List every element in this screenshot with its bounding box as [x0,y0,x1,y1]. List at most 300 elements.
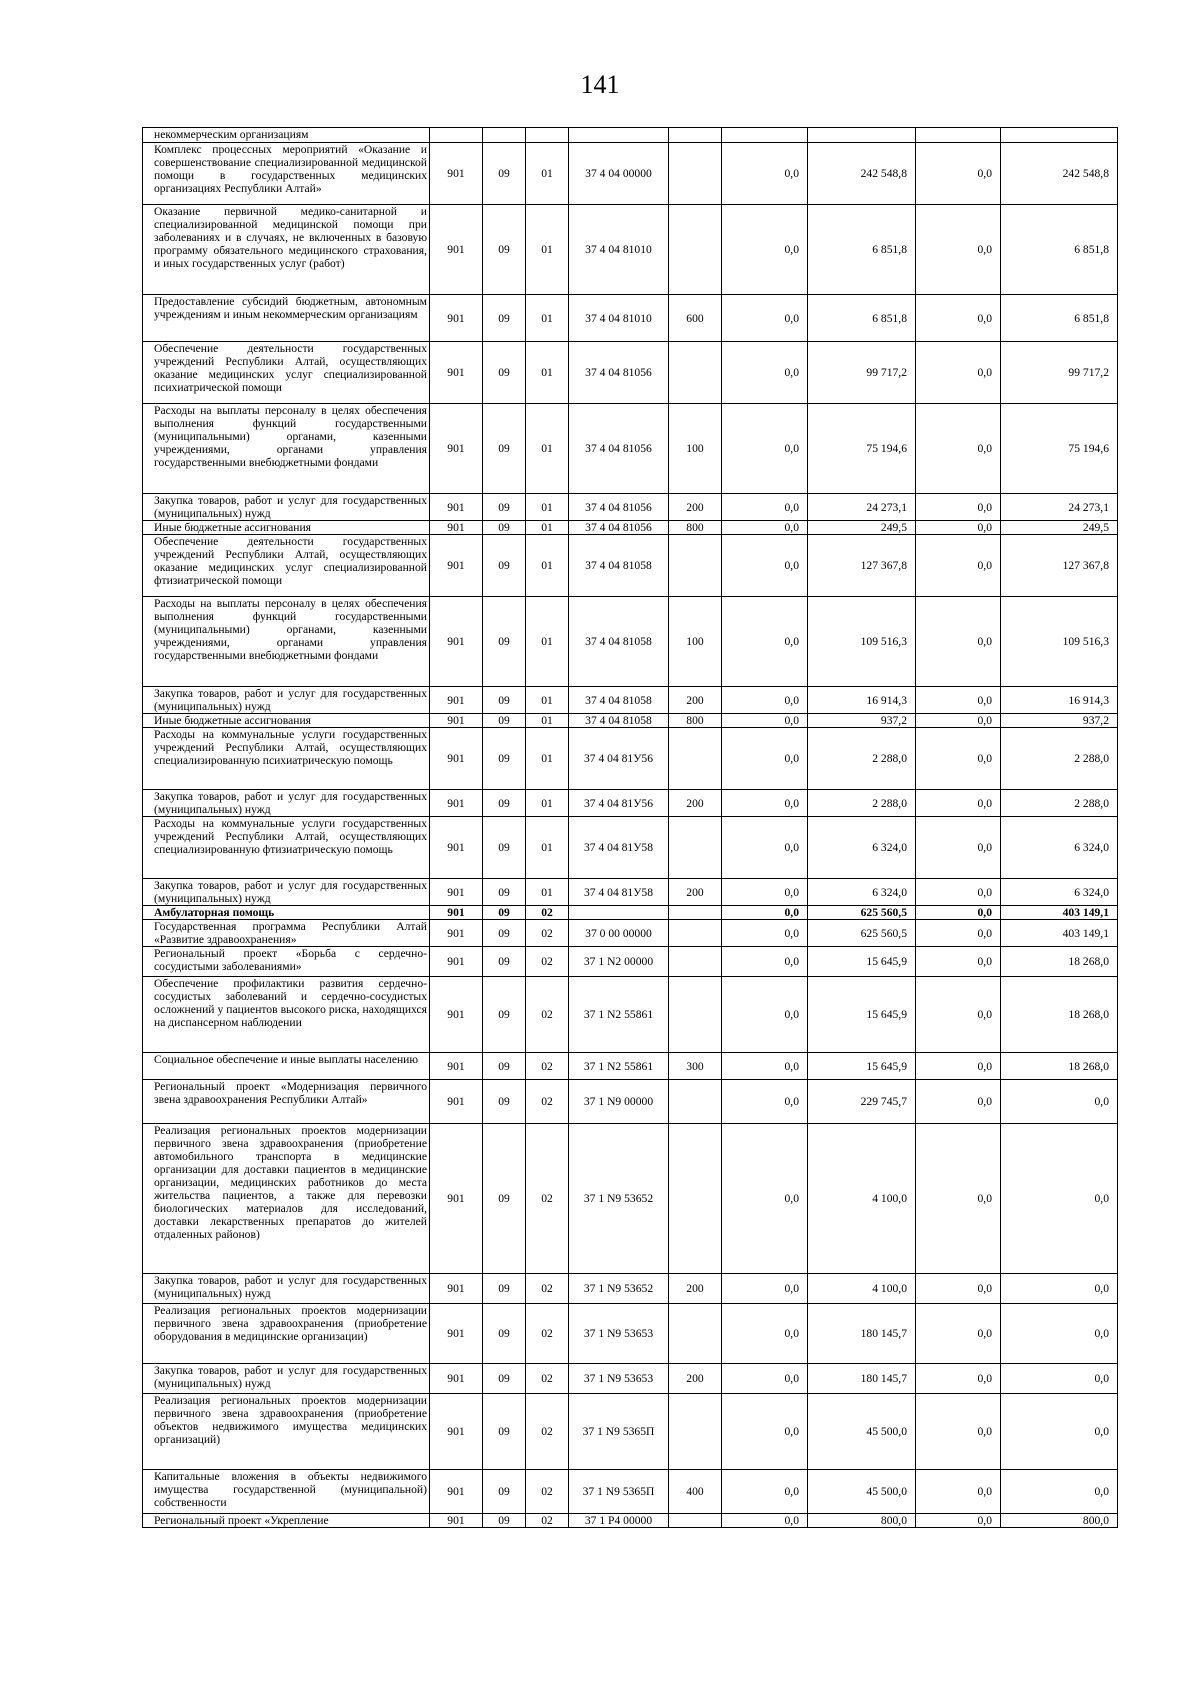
cell-ministry: 901 [430,295,483,342]
cell-name: Расходы на коммунальные услуги государственных учреждений Республики Алтай, осуществляющих специализированную фтизиатрическую помощь [143,817,430,879]
cell-name: некоммерческим организациям [143,128,430,143]
cell-name: Закупка товаров, работ и услуг для государственных (муниципальных) нужд [143,790,430,817]
cell-sum2: 4 100,0 [808,1124,916,1274]
cell-sum3: 0,0 [916,535,1001,597]
cell-sum3: 0,0 [916,1053,1001,1080]
cell-sum2: 249,5 [808,521,916,535]
cell-sum1 [722,128,808,143]
table-row [143,404,1118,494]
table-row [143,205,1118,295]
table-row [143,1124,1118,1274]
table-row [143,1364,1118,1394]
cell-target [569,906,669,920]
cell-sum1: 0,0 [722,714,808,728]
cell-target: 37 1 N2 55861 [569,1053,669,1080]
cell-target: 37 1 N9 5365П [569,1394,669,1470]
cell-name: Закупка товаров, работ и услуг для государственных (муниципальных) нужд [143,494,430,521]
cell-ministry: 901 [430,1080,483,1124]
cell-sum4: 242 548,8 [1001,143,1118,205]
cell-expense-type [669,535,722,597]
cell-section: 09 [483,535,526,597]
cell-sum1: 0,0 [722,1394,808,1470]
cell-sum3 [916,128,1001,143]
cell-name: Закупка товаров, работ и услуг для государственных (муниципальных) нужд [143,1364,430,1394]
cell-sum1: 0,0 [722,1124,808,1274]
cell-ministry: 901 [430,920,483,947]
cell-expense-type [669,1124,722,1274]
cell-sum1: 0,0 [722,879,808,906]
cell-sum3: 0,0 [916,342,1001,404]
cell-subsection: 01 [526,790,569,817]
cell-section: 09 [483,1364,526,1394]
cell-ministry: 901 [430,1470,483,1514]
cell-sum4: 109 516,3 [1001,597,1118,687]
cell-section: 09 [483,947,526,977]
cell-name: Капитальные вложения в объекты недвижимого имущества государственной (муниципальной) собственности [143,1470,430,1514]
cell-name: Расходы на выплаты персоналу в целях обеспечения выполнения функций государственными (муниципальными) органами, казенными учреждениями, органами управления государственными внебюджетными фондами [143,597,430,687]
cell-expense-type [669,977,722,1053]
cell-section: 09 [483,1394,526,1470]
cell-ministry: 901 [430,1364,483,1394]
cell-sum4: 16 914,3 [1001,687,1118,714]
cell-sum1: 0,0 [722,1274,808,1304]
cell-subsection: 01 [526,687,569,714]
table-row [143,597,1118,687]
cell-sum3: 0,0 [916,295,1001,342]
cell-sum4: 2 288,0 [1001,728,1118,790]
cell-ministry: 901 [430,535,483,597]
cell-section: 09 [483,920,526,947]
table-row [143,521,1118,535]
cell-target: 37 1 N2 00000 [569,947,669,977]
cell-target: 37 4 04 00000 [569,143,669,205]
cell-name: Иные бюджетные ассигнования [143,521,430,535]
cell-name: Комплекс процессных мероприятий «Оказание и совершенствование специализированной медицинской помощи в государственных медицинских организациях Республики Алтай» [143,143,430,205]
cell-sum4: 0,0 [1001,1394,1118,1470]
table-row [143,790,1118,817]
cell-sum4: 937,2 [1001,714,1118,728]
cell-target: 37 1 N9 00000 [569,1080,669,1124]
cell-subsection: 01 [526,728,569,790]
cell-section: 09 [483,906,526,920]
cell-sum2: 99 717,2 [808,342,916,404]
cell-section: 09 [483,404,526,494]
cell-sum1: 0,0 [722,494,808,521]
cell-expense-type [669,817,722,879]
cell-sum3: 0,0 [916,687,1001,714]
cell-expense-type [669,920,722,947]
cell-sum2: 242 548,8 [808,143,916,205]
cell-subsection: 01 [526,295,569,342]
table-row [143,906,1118,920]
cell-name: Обеспечение деятельности государственных учреждений Республики Алтай, осуществляющих оказание медицинских услуг специализированной фтизиатрической помощи [143,535,430,597]
cell-subsection: 02 [526,1080,569,1124]
cell-sum2: 15 645,9 [808,977,916,1053]
cell-subsection: 01 [526,521,569,535]
cell-sum4: 403 149,1 [1001,906,1118,920]
cell-name: Региональный проект «Модернизация первичного звена здравоохранения Республики Алтай» [143,1080,430,1124]
cell-section [483,128,526,143]
cell-ministry: 901 [430,714,483,728]
cell-target: 37 4 04 81056 [569,521,669,535]
table-row [143,1394,1118,1470]
cell-sum2: 180 145,7 [808,1364,916,1394]
cell-sum4: 18 268,0 [1001,947,1118,977]
cell-target: 37 4 04 81010 [569,205,669,295]
cell-target: 37 4 04 81058 [569,597,669,687]
cell-section: 09 [483,205,526,295]
cell-sum1: 0,0 [722,1470,808,1514]
cell-sum4: 127 367,8 [1001,535,1118,597]
cell-sum4: 0,0 [1001,1364,1118,1394]
cell-name: Обеспечение деятельности государственных учреждений Республики Алтай, осуществляющих оказание медицинских услуг специализированной психиатрической помощи [143,342,430,404]
cell-subsection: 01 [526,817,569,879]
cell-target: 37 1 N9 53653 [569,1304,669,1364]
table-row [143,1053,1118,1080]
cell-ministry: 901 [430,404,483,494]
cell-sum1: 0,0 [722,342,808,404]
cell-target: 37 4 04 81У56 [569,790,669,817]
cell-sum2: 6 324,0 [808,879,916,906]
cell-expense-type: 200 [669,879,722,906]
cell-sum4: 6 851,8 [1001,205,1118,295]
cell-sum3: 0,0 [916,1304,1001,1364]
cell-expense-type: 800 [669,714,722,728]
cell-name: Закупка товаров, работ и услуг для государственных (муниципальных) нужд [143,687,430,714]
cell-sum1: 0,0 [722,977,808,1053]
budget-table [142,127,1118,1528]
cell-subsection: 02 [526,1514,569,1528]
cell-sum4: 2 288,0 [1001,790,1118,817]
table-row [143,817,1118,879]
cell-sum2: 15 645,9 [808,1053,916,1080]
cell-subsection: 01 [526,494,569,521]
cell-sum1: 0,0 [722,947,808,977]
cell-sum4: 0,0 [1001,1470,1118,1514]
table-row [143,295,1118,342]
cell-target [569,128,669,143]
cell-name: Иные бюджетные ассигнования [143,714,430,728]
cell-target: 37 4 04 81058 [569,714,669,728]
cell-expense-type: 100 [669,404,722,494]
cell-sum2: 625 560,5 [808,920,916,947]
cell-sum3: 0,0 [916,1080,1001,1124]
cell-sum2: 625 560,5 [808,906,916,920]
cell-name: Региональный проект «Укрепление [143,1514,430,1528]
cell-subsection: 01 [526,714,569,728]
cell-sum2 [808,128,916,143]
cell-subsection: 02 [526,1470,569,1514]
table-row [143,494,1118,521]
cell-sum2: 6 851,8 [808,205,916,295]
cell-ministry: 901 [430,521,483,535]
cell-sum4: 249,5 [1001,521,1118,535]
cell-section: 09 [483,1274,526,1304]
cell-section: 09 [483,1304,526,1364]
cell-expense-type [669,1394,722,1470]
cell-name: Реализация региональных проектов модернизации первичного звена здравоохранения (приобретение объектов недвижимого имущества медицинских организаций) [143,1394,430,1470]
cell-sum1: 0,0 [722,817,808,879]
cell-expense-type: 800 [669,521,722,535]
table-row [143,879,1118,906]
cell-subsection: 01 [526,404,569,494]
cell-ministry: 901 [430,143,483,205]
cell-sum3: 0,0 [916,521,1001,535]
cell-target: 37 4 04 81056 [569,404,669,494]
cell-sum1: 0,0 [722,906,808,920]
cell-subsection: 01 [526,597,569,687]
cell-sum3: 0,0 [916,1124,1001,1274]
cell-target: 37 4 04 81056 [569,342,669,404]
cell-sum2: 24 273,1 [808,494,916,521]
cell-expense-type [669,205,722,295]
cell-sum1: 0,0 [722,1304,808,1364]
cell-expense-type [669,342,722,404]
cell-sum3: 0,0 [916,205,1001,295]
cell-target: 37 4 04 81У58 [569,817,669,879]
cell-ministry: 901 [430,790,483,817]
cell-subsection: 02 [526,1304,569,1364]
cell-ministry: 901 [430,1053,483,1080]
cell-subsection: 02 [526,1274,569,1304]
table-row [143,687,1118,714]
cell-section: 09 [483,1514,526,1528]
cell-ministry: 901 [430,1274,483,1304]
cell-target: 37 1 N2 55861 [569,977,669,1053]
table-row [143,128,1118,143]
cell-sum3: 0,0 [916,977,1001,1053]
cell-sum1: 0,0 [722,1364,808,1394]
cell-sum2: 109 516,3 [808,597,916,687]
cell-section: 09 [483,714,526,728]
table-row [143,728,1118,790]
cell-sum4: 99 717,2 [1001,342,1118,404]
cell-sum4: 24 273,1 [1001,494,1118,521]
cell-target: 37 1 N9 53653 [569,1364,669,1394]
cell-target: 37 1 P4 00000 [569,1514,669,1528]
cell-sum3: 0,0 [916,597,1001,687]
cell-sum1: 0,0 [722,728,808,790]
cell-ministry: 901 [430,1304,483,1364]
cell-sum4: 0,0 [1001,1080,1118,1124]
cell-section: 09 [483,817,526,879]
cell-sum4: 18 268,0 [1001,1053,1118,1080]
cell-expense-type: 200 [669,790,722,817]
cell-section: 09 [483,790,526,817]
cell-sum3: 0,0 [916,947,1001,977]
cell-ministry: 901 [430,1124,483,1274]
cell-ministry: 901 [430,687,483,714]
cell-sum4: 0,0 [1001,1124,1118,1274]
cell-section: 09 [483,1470,526,1514]
cell-sum1: 0,0 [722,790,808,817]
cell-section: 09 [483,295,526,342]
cell-name: Предоставление субсидий бюджетным, автономным учреждениям и иным некоммерческим организациям [143,295,430,342]
cell-sum2: 229 745,7 [808,1080,916,1124]
cell-sum2: 75 194,6 [808,404,916,494]
cell-name: Реализация региональных проектов модернизации первичного звена здравоохранения (приобретение автомобильного транспорта в медицинские организации для доставки пациентов в медицинские организации, медицинских работников до места жительства пациентов, а также для перевозки биологических материалов для исследований, доставки лекарственных препаратов до жителей отдаленных районов) [143,1124,430,1274]
cell-expense-type [669,128,722,143]
table-row [143,1470,1118,1514]
cell-sum3: 0,0 [916,1394,1001,1470]
cell-ministry: 901 [430,879,483,906]
cell-sum4: 6 324,0 [1001,879,1118,906]
cell-expense-type [669,906,722,920]
cell-sum2: 45 500,0 [808,1470,916,1514]
cell-subsection: 02 [526,906,569,920]
cell-sum1: 0,0 [722,295,808,342]
cell-sum4: 403 149,1 [1001,920,1118,947]
cell-sum3: 0,0 [916,1364,1001,1394]
cell-name: Оказание первичной медико-санитарной и специализированной медицинской помощи при заболеваниях и в случаях, не включенных в базовую программу обязательного медицинского страхования, и иных государственных услуг (работ) [143,205,430,295]
cell-section: 09 [483,1080,526,1124]
cell-name: Амбулаторная помощь [143,906,430,920]
cell-sum3: 0,0 [916,879,1001,906]
cell-name: Реализация региональных проектов модернизации первичного звена здравоохранения (приобретение оборудования в медицинские организации) [143,1304,430,1364]
table-row [143,1080,1118,1124]
cell-sum3: 0,0 [916,790,1001,817]
cell-sum3: 0,0 [916,817,1001,879]
table-row [143,977,1118,1053]
cell-ministry: 901 [430,1514,483,1528]
cell-sum3: 0,0 [916,906,1001,920]
cell-name: Расходы на выплаты персоналу в целях обеспечения выполнения функций государственными (муниципальными) органами, казенными учреждениями, органами управления государственными внебюджетными фондами [143,404,430,494]
cell-ministry: 901 [430,597,483,687]
cell-expense-type: 200 [669,1274,722,1304]
cell-ministry: 901 [430,1394,483,1470]
cell-sum1: 0,0 [722,597,808,687]
cell-sum3: 0,0 [916,920,1001,947]
cell-subsection: 02 [526,1364,569,1394]
cell-sum2: 15 645,9 [808,947,916,977]
cell-sum3: 0,0 [916,143,1001,205]
cell-section: 09 [483,342,526,404]
cell-sum4: 75 194,6 [1001,404,1118,494]
cell-sum2: 45 500,0 [808,1394,916,1470]
cell-section: 09 [483,1124,526,1274]
table-row [143,1304,1118,1364]
cell-subsection: 02 [526,1394,569,1470]
cell-target: 37 1 N9 5365П [569,1470,669,1514]
cell-ministry [430,128,483,143]
cell-expense-type [669,1080,722,1124]
cell-section: 09 [483,687,526,714]
cell-sum3: 0,0 [916,714,1001,728]
cell-target: 37 1 N9 53652 [569,1274,669,1304]
cell-ministry: 901 [430,728,483,790]
cell-name: Региональный проект «Борьба с сердечно-сосудистыми заболеваниями» [143,947,430,977]
cell-sum2: 937,2 [808,714,916,728]
cell-subsection: 01 [526,205,569,295]
cell-subsection: 02 [526,977,569,1053]
cell-target: 37 1 N9 53652 [569,1124,669,1274]
table-row [143,947,1118,977]
cell-sum2: 4 100,0 [808,1274,916,1304]
cell-sum2: 2 288,0 [808,728,916,790]
cell-sum1: 0,0 [722,535,808,597]
table-row [143,1274,1118,1304]
cell-expense-type: 200 [669,687,722,714]
cell-sum1: 0,0 [722,404,808,494]
cell-sum3: 0,0 [916,1274,1001,1304]
cell-sum4: 6 324,0 [1001,817,1118,879]
cell-target: 37 4 04 81058 [569,687,669,714]
cell-sum1: 0,0 [722,687,808,714]
cell-sum4: 0,0 [1001,1304,1118,1364]
table-body [143,128,1118,1528]
cell-section: 09 [483,977,526,1053]
cell-section: 09 [483,597,526,687]
cell-section: 09 [483,143,526,205]
cell-sum1: 0,0 [722,205,808,295]
cell-sum3: 0,0 [916,728,1001,790]
cell-section: 09 [483,728,526,790]
cell-sum1: 0,0 [722,1514,808,1528]
cell-name: Расходы на коммунальные услуги государственных учреждений Республики Алтай, осуществляющих специализированную психиатрическую помощь [143,728,430,790]
cell-expense-type: 600 [669,295,722,342]
table-row [143,535,1118,597]
cell-subsection [526,128,569,143]
cell-sum4: 800,0 [1001,1514,1118,1528]
cell-subsection: 01 [526,342,569,404]
cell-subsection: 01 [526,143,569,205]
cell-sum3: 0,0 [916,1514,1001,1528]
cell-section: 09 [483,521,526,535]
cell-expense-type: 100 [669,597,722,687]
cell-section: 09 [483,494,526,521]
table-row [143,143,1118,205]
cell-sum3: 0,0 [916,494,1001,521]
cell-sum1: 0,0 [722,1080,808,1124]
cell-expense-type: 300 [669,1053,722,1080]
cell-sum2: 800,0 [808,1514,916,1528]
cell-sum2: 127 367,8 [808,535,916,597]
cell-ministry: 901 [430,947,483,977]
cell-expense-type [669,728,722,790]
cell-subsection: 02 [526,1053,569,1080]
cell-sum1: 0,0 [722,1053,808,1080]
cell-target: 37 4 04 81010 [569,295,669,342]
cell-sum3: 0,0 [916,404,1001,494]
cell-name: Государственная программа Республики Алтай «Развитие здравоохранения» [143,920,430,947]
cell-sum4: 0,0 [1001,1274,1118,1304]
cell-ministry: 901 [430,977,483,1053]
cell-subsection: 01 [526,879,569,906]
cell-expense-type [669,947,722,977]
cell-expense-type: 400 [669,1470,722,1514]
cell-name: Социальное обеспечение и иные выплаты населению [143,1053,430,1080]
cell-sum2: 6 851,8 [808,295,916,342]
cell-sum4: 18 268,0 [1001,977,1118,1053]
cell-expense-type [669,143,722,205]
cell-section: 09 [483,1053,526,1080]
cell-sum1: 0,0 [722,920,808,947]
cell-target: 37 4 04 81056 [569,494,669,521]
cell-name: Закупка товаров, работ и услуг для государственных (муниципальных) нужд [143,879,430,906]
cell-sum1: 0,0 [722,521,808,535]
cell-sum3: 0,0 [916,1470,1001,1514]
table-row [143,342,1118,404]
cell-target: 37 4 04 81У58 [569,879,669,906]
cell-section: 09 [483,879,526,906]
table-row [143,1514,1118,1528]
cell-name: Обеспечение профилактики развития сердечно-сосудистых заболеваний и сердечно-сосудистых осложнений у пациентов высокого риска, находящихся на диспансерном наблюдении [143,977,430,1053]
cell-target: 37 4 04 81058 [569,535,669,597]
cell-ministry: 901 [430,817,483,879]
table-row [143,714,1118,728]
cell-sum2: 2 288,0 [808,790,916,817]
cell-ministry: 901 [430,205,483,295]
